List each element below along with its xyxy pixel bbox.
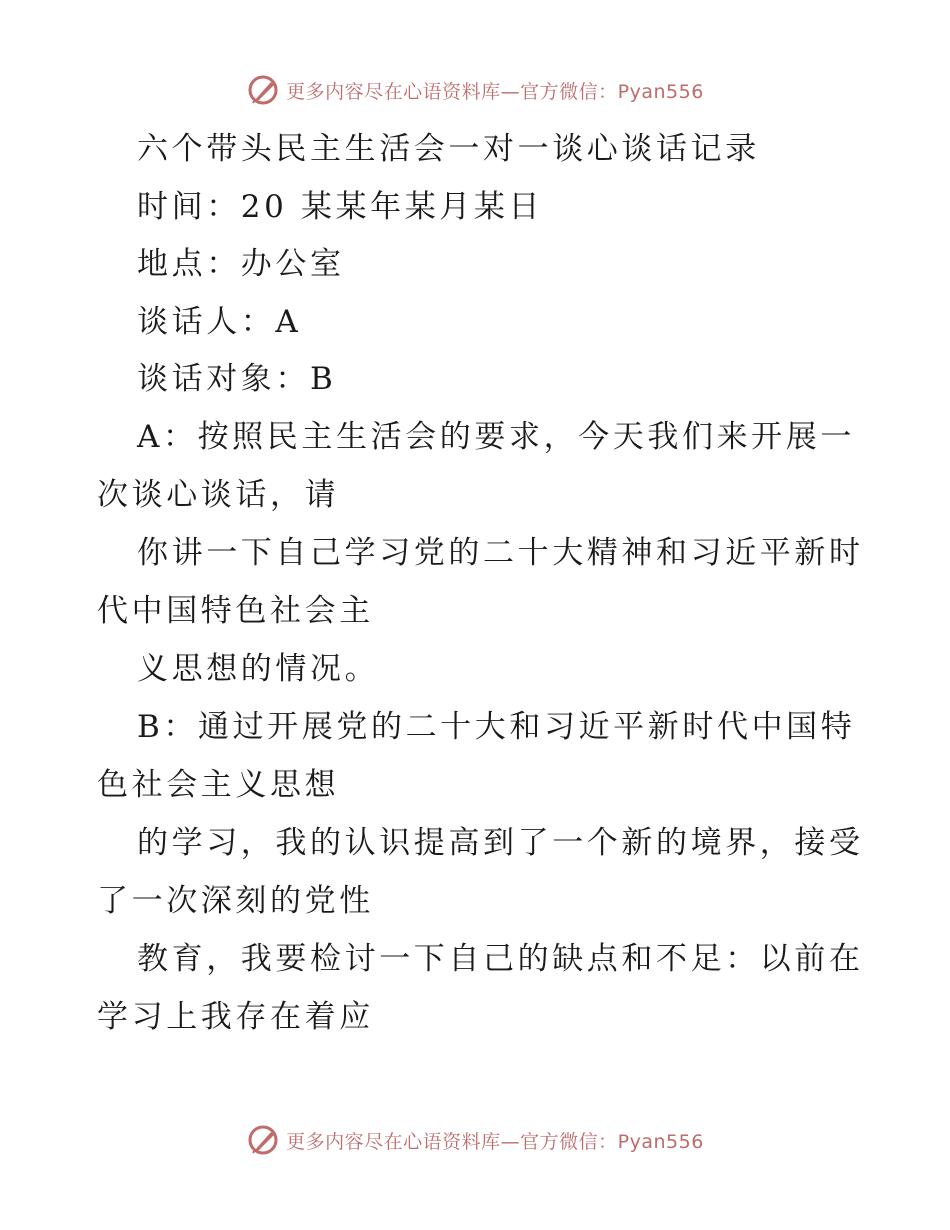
- interviewer: 谈话人：A: [137, 304, 302, 340]
- meeting-location: 地点：办公室: [137, 246, 345, 282]
- quill-pen-logo-icon: [246, 1123, 280, 1157]
- watermark-text: 更多内容尽在心语资料库—官方微信：Pyan556: [286, 80, 704, 103]
- quill-pen-logo-icon: [246, 73, 280, 107]
- paragraph-line: A：按照民主生活会的要求，今天我们来开展一: [137, 419, 855, 455]
- document-title: 六个带头民主生活会一对一谈心谈话记录: [137, 131, 760, 167]
- paragraph-line: 色社会主义思想: [97, 767, 340, 803]
- paragraph-line: B：通过开展党的二十大和习近平新时代中国特: [137, 709, 856, 745]
- watermark-text: 更多内容尽在心语资料库—官方微信：Pyan556: [286, 1130, 704, 1153]
- watermark-footer: [0, 1120, 950, 1160]
- interviewee: 谈话对象：B: [137, 361, 337, 397]
- paragraph-line: 你讲一下自己学习党的二十大精神和习近平新时: [137, 535, 864, 571]
- watermark-header: [0, 70, 950, 110]
- paragraph-line: 了一次深刻的党性: [97, 883, 374, 919]
- paragraph-line: 次谈心谈话，请: [97, 477, 340, 513]
- paragraph-line: 的学习，我的认识提高到了一个新的境界，接受: [137, 825, 864, 861]
- paragraph-line: 教育，我要检讨一下自己的缺点和不足：以前在: [137, 941, 864, 977]
- paragraph-line: 学习上我存在着应: [97, 999, 374, 1035]
- paragraph-line: 代中国特色社会主: [97, 593, 374, 629]
- meeting-time: 时间：20 某某年某月某日: [137, 189, 544, 225]
- paragraph-line: 义思想的情况。: [137, 651, 380, 687]
